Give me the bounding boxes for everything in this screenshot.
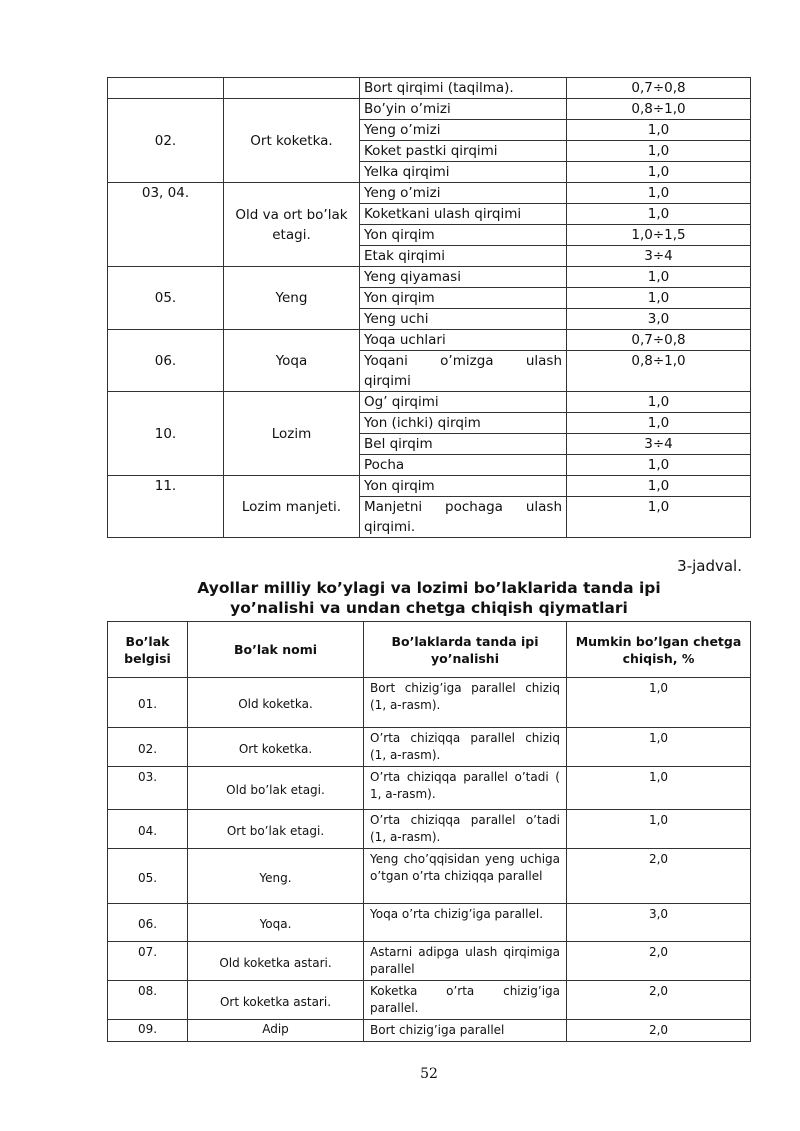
cell-value: 1,0 (567, 455, 751, 476)
table-row (108, 767, 751, 810)
cell-part: Yeng uchi (360, 309, 567, 330)
cell-value: 3,0 (567, 309, 751, 330)
table-row (108, 981, 751, 1020)
cell-part: Yeng o’mizi (360, 183, 567, 204)
cell-num: 06. (108, 330, 224, 392)
cell-value: 1,0 (567, 288, 751, 309)
cell-code: 09. (108, 1020, 188, 1042)
cell-value: 1,0 (567, 497, 751, 538)
cell-value: 2,0 (567, 942, 751, 981)
cell-value: 1,0 (567, 476, 751, 497)
cell-direction: O’rta chiziqqa parallel o’tadi ( 1, a-rasm). (364, 767, 567, 810)
cell-name: Old va ort bo’lak etagi. (224, 183, 360, 267)
table-row (108, 267, 751, 288)
cell-code: 02. (108, 728, 188, 767)
cell-direction: Astarni adipga ulash qirqimiga parallel (364, 942, 567, 981)
cell-value: 1,0 (567, 728, 751, 767)
cell-value: 3÷4 (567, 246, 751, 267)
cell-part: Yon qirqim (360, 288, 567, 309)
cell-name: Ort bo’lak etagi. (188, 810, 364, 849)
header-direction: Bo’laklarda tanda ipi yo’nalishi (364, 622, 567, 678)
cell-name: Lozim (224, 392, 360, 476)
cell-code: 05. (108, 849, 188, 904)
table-row (108, 330, 751, 351)
cell-part: Yoqa uchlari (360, 330, 567, 351)
table-row (108, 392, 751, 413)
cell-part: Etak qirqimi (360, 246, 567, 267)
cell-part: Bort qirqimi (taqilma). (360, 78, 567, 99)
cell-part: Yon qirqim (360, 476, 567, 497)
cell-part: Yeng o’mizi (360, 120, 567, 141)
cell-direction: Yoqa o’rta chizig’iga parallel. (364, 904, 567, 942)
cell-part: Yeng qiyamasi (360, 267, 567, 288)
cell-name: Old koketka. (188, 678, 364, 728)
cell-value: 2,0 (567, 849, 751, 904)
cell-name: Yeng (224, 267, 360, 330)
cell-part: Manjetni pochaga ulash qirqimi. (360, 497, 567, 538)
cell-value: 2,0 (567, 1020, 751, 1042)
header-deviation: Mumkin bo’lgan chetga chiqish, % (567, 622, 751, 678)
cell-name: Lozim manjeti. (224, 476, 360, 538)
table-header-row (108, 622, 751, 678)
cell-name: Yeng. (188, 849, 364, 904)
table-number: 3-jadval. (677, 557, 742, 575)
cell-direction: Yeng cho’qqisidan yeng uchiga o’tgan o’rta chiziqqa parallel (364, 849, 567, 904)
cell-value: 0,8÷1,0 (567, 351, 751, 392)
cell-value: 1,0 (567, 183, 751, 204)
cell-part: Bo’yin o’mizi (360, 99, 567, 120)
cell-num: 10. (108, 392, 224, 476)
cell-name: Ort koketka. (188, 728, 364, 767)
cell-part: Koket pastki qirqimi (360, 141, 567, 162)
cell-value: 3÷4 (567, 434, 751, 455)
grain-direction-table (107, 621, 751, 1042)
cell-value: 1,0 (567, 678, 751, 728)
table-row (108, 1020, 751, 1042)
cell-value: 1,0 (567, 267, 751, 288)
cell-code: 08. (108, 981, 188, 1020)
cell-code: 06. (108, 904, 188, 942)
cell-value: 3,0 (567, 904, 751, 942)
cell-value: 1,0 (567, 204, 751, 225)
cell-part: Yon (ichki) qirqim (360, 413, 567, 434)
table-title-line2: yo’nalishi va undan chetga chiqish qiymatlari (230, 599, 628, 617)
table-row (108, 678, 751, 728)
cell-direction: O’rta chiziqqa parallel chiziq (1, a-rasm). (364, 728, 567, 767)
cell-value: 1,0 (567, 767, 751, 810)
cell-part: Yelka qirqimi (360, 162, 567, 183)
table-title: Ayollar milliy ko’ylagi va lozimi bo’laklarida tanda ipi (197, 579, 661, 597)
cell-code: 07. (108, 942, 188, 981)
cell-name: Old bo’lak etagi. (188, 767, 364, 810)
cell-name: Yoqa (224, 330, 360, 392)
cell-code: 03. (108, 767, 188, 810)
cell-part: Yon qirqim (360, 225, 567, 246)
table-row (108, 904, 751, 942)
cell-part: Bel qirqim (360, 434, 567, 455)
table-row (108, 728, 751, 767)
cell-name: Ort koketka. (224, 99, 360, 183)
table-row (108, 942, 751, 981)
cell-num: 11. (108, 476, 224, 538)
cell-value: 0,7÷0,8 (567, 330, 751, 351)
cell-value: 1,0 (567, 141, 751, 162)
cell-value: 0,8÷1,0 (567, 99, 751, 120)
table-row (108, 849, 751, 904)
cell-value: 1,0÷1,5 (567, 225, 751, 246)
cell-value: 1,0 (567, 120, 751, 141)
cell-direction: Bort chizig’iga parallel (364, 1020, 567, 1042)
cell-name: Old koketka astari. (188, 942, 364, 981)
cell-value: 1,0 (567, 162, 751, 183)
cell-value: 1,0 (567, 392, 751, 413)
cell-name: Yoqa. (188, 904, 364, 942)
cell-direction: O’rta chiziqqa parallel o’tadi (1, a-rasm). (364, 810, 567, 849)
header-code: Bo’lak belgisi (108, 622, 188, 678)
cell-value: 1,0 (567, 413, 751, 434)
table-row (108, 183, 751, 204)
table-row (108, 99, 751, 120)
cell-value: 2,0 (567, 981, 751, 1020)
cell-num: 03, 04. (108, 183, 224, 267)
cell-part: Yoqani o’mizga ulash qirqimi (360, 351, 567, 392)
cell-direction: Koketka o’rta chizig’iga parallel. (364, 981, 567, 1020)
cell-part: Koketkani ulash qirqimi (360, 204, 567, 225)
table-row (108, 78, 751, 99)
cell-direction: Bort chizig’iga parallel chiziq (1, a-rasm). (364, 678, 567, 728)
cell-name: Ort koketka astari. (188, 981, 364, 1020)
header-name: Bo’lak nomi (188, 622, 364, 678)
cell-part: Og’ qirqimi (360, 392, 567, 413)
cell-part: Pocha (360, 455, 567, 476)
cell-name: Adip (188, 1020, 364, 1042)
allowance-table (107, 77, 751, 538)
cell-num: 02. (108, 99, 224, 183)
cell-code: 01. (108, 678, 188, 728)
cell-value: 1,0 (567, 810, 751, 849)
cell-value: 0,7÷0,8 (567, 78, 751, 99)
table-row (108, 810, 751, 849)
table-row (108, 476, 751, 497)
cell-code: 04. (108, 810, 188, 849)
page-number: 52 (420, 1066, 438, 1082)
cell-num: 05. (108, 267, 224, 330)
